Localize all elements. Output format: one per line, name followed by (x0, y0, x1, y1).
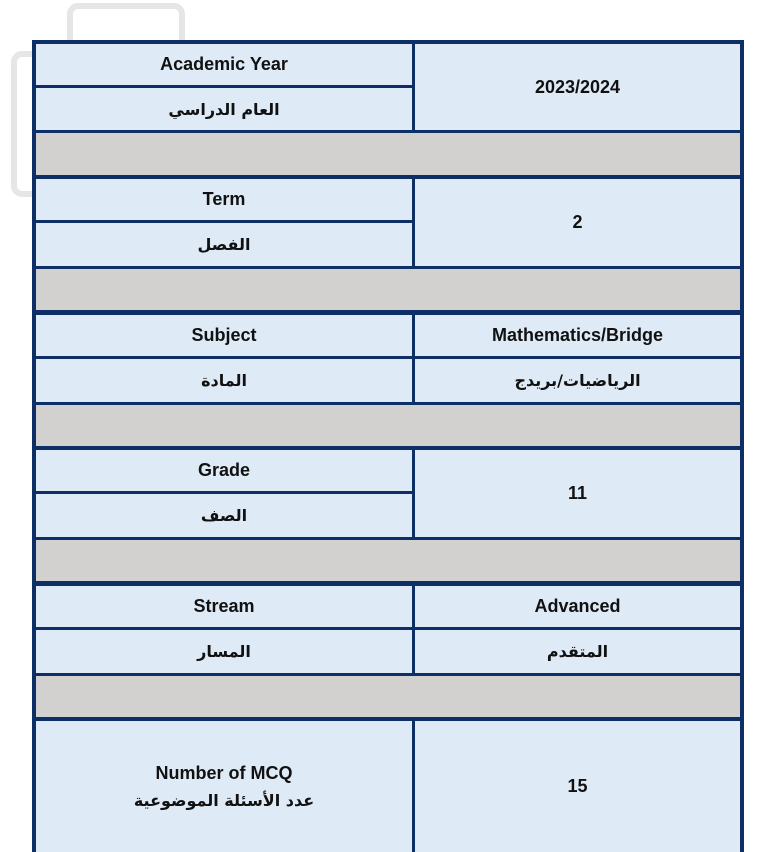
separator-row (36, 676, 740, 717)
term-label-en: Term (36, 179, 412, 220)
separator-row (36, 133, 740, 175)
mcq-value: 15 (415, 721, 740, 852)
grade-value: 11 (415, 450, 740, 537)
academic-year-label-en: Academic Year (36, 44, 412, 85)
term-label-ar: الفصل (36, 223, 412, 266)
subject-label-en: Subject (36, 315, 412, 356)
academic-year-label-ar: العام الدراسي (36, 88, 412, 130)
separator-row (36, 269, 740, 310)
mcq-label (36, 721, 412, 852)
subject-value-ar: الرياضيات/بريدج (415, 359, 740, 402)
term-value: 2 (415, 179, 740, 266)
grade-label-en: Grade (36, 450, 412, 491)
stream-value-ar: المتقدم (415, 630, 740, 673)
academic-year-value: 2023/2024 (415, 44, 740, 130)
subject-label-ar: المادة (36, 359, 412, 402)
stream-value-en: Advanced (415, 586, 740, 627)
subject-value-en: Mathematics/Bridge (415, 315, 740, 356)
separator-row (36, 405, 740, 446)
mcq-label-en: Number of MCQ (155, 763, 293, 784)
mcq-label-ar: عدد الأسئلة الموضوعية (133, 791, 315, 811)
stream-label-en: Stream (36, 586, 412, 627)
grade-label-ar: الصف (36, 494, 412, 537)
info-table (32, 40, 744, 852)
separator-row (36, 540, 740, 581)
stream-label-ar: المسار (36, 630, 412, 673)
